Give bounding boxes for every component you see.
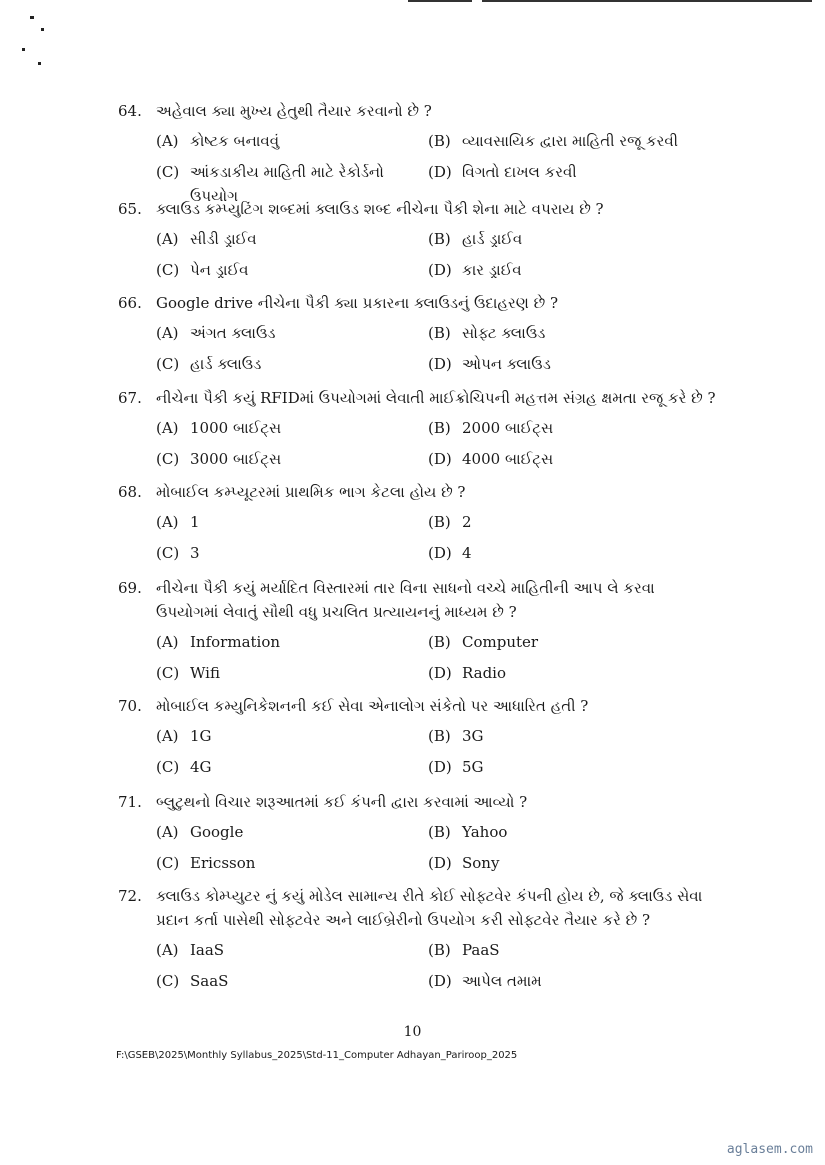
option-text: વિગતો દાખલ કરવી bbox=[462, 163, 577, 181]
question-text: બ્લુટુથનો વિચાર શરૂઆતમાં કઈ કંપની દ્વારા કરવામાં આવ્યો ? bbox=[156, 793, 528, 811]
question-text: મોબાઈલ કમ્યુનિકેશનની કઈ સેવા એનાલોગ સંકેતો પર આધારિત હતી ? bbox=[156, 697, 589, 715]
option-text: 1000 બાઈટ્સ bbox=[190, 419, 282, 437]
option-text: ઓપન ક્લાઉડ bbox=[462, 355, 551, 373]
question-text: મોબાઈલ કમ્પ્યૂટરમાં પ્રાથમિક ભાગ કેટલા હોય છે ? bbox=[156, 483, 466, 501]
option-text: 4000 બાઈટ્સ bbox=[462, 450, 554, 468]
option-text: Information bbox=[190, 633, 281, 651]
option-label: (A) bbox=[156, 823, 179, 841]
option-label: (D) bbox=[428, 261, 452, 279]
question-69 bbox=[118, 576, 718, 685]
option-label: (D) bbox=[428, 544, 452, 562]
option-c bbox=[156, 541, 428, 565]
option-a bbox=[156, 724, 428, 748]
option-c bbox=[156, 851, 428, 875]
option-b bbox=[428, 938, 688, 962]
option-c bbox=[156, 661, 428, 685]
option-d bbox=[428, 352, 688, 376]
option-a bbox=[156, 820, 428, 844]
option-a bbox=[156, 321, 428, 345]
question-65 bbox=[118, 197, 718, 282]
question-number: 66. bbox=[118, 294, 142, 312]
option-label: (D) bbox=[428, 854, 452, 872]
option-b bbox=[428, 416, 688, 440]
question-text: નીચેના પૈકી કયું મર્યાદિત વિસ્તારમાં તાર વિના સાધનો વચ્ચે માહિતીની આપ લે કરવા ઉપયોગમાં લેવાતું સૌથી વધુ પ્રચલિત પ્રત્યાયનનું માધ્યમ છે ? bbox=[156, 579, 655, 621]
option-c bbox=[156, 352, 428, 376]
option-text: આપેલ તમામ bbox=[462, 972, 542, 990]
question-66 bbox=[118, 291, 718, 376]
question-text: ક્લાઉડ કોમ્પ્યુટર નું કયું મોડેલ સામાન્ય રીતે કોઈ સોફ્ટવેર કંપની હોય છે, જે ક્લાઉડ સેવા પ્રદાન કર્તા પાસેથી સોફ્ટવેર અને લાઈબ્રેરીનો ઉપયોગ કરી સોફ્ટવેર તૈયાર કરે છે ? bbox=[156, 887, 703, 929]
options-grid bbox=[156, 630, 718, 685]
option-text: સીડી ડ્રાઈવ bbox=[190, 230, 257, 248]
option-label: (A) bbox=[156, 633, 179, 651]
option-text: 3G bbox=[462, 727, 484, 745]
option-label: (A) bbox=[156, 324, 179, 342]
option-text: હાર્ડ ડ્રાઈવ bbox=[462, 230, 523, 248]
scan-speck bbox=[30, 16, 34, 19]
option-label: (A) bbox=[156, 230, 179, 248]
option-text: કાર ડ્રાઈવ bbox=[462, 261, 522, 279]
option-label: (C) bbox=[156, 758, 180, 776]
option-d bbox=[428, 969, 688, 993]
option-text: SaaS bbox=[190, 972, 229, 990]
option-text: 4G bbox=[190, 758, 212, 776]
option-d bbox=[428, 447, 688, 471]
option-d bbox=[428, 755, 688, 779]
option-b bbox=[428, 227, 688, 251]
question-number: 69. bbox=[118, 579, 142, 597]
option-label: (B) bbox=[428, 727, 451, 745]
option-label: (C) bbox=[156, 355, 180, 373]
option-text: અંગત ક્લાઉડ bbox=[190, 324, 276, 342]
option-text: Computer bbox=[462, 633, 539, 651]
option-b bbox=[428, 724, 688, 748]
options-grid bbox=[156, 820, 718, 875]
option-c bbox=[156, 447, 428, 471]
options-grid bbox=[156, 938, 718, 993]
option-d bbox=[428, 661, 688, 685]
option-text: 1 bbox=[190, 513, 200, 531]
question-number: 64. bbox=[118, 102, 142, 120]
option-text: 3000 બાઈટ્સ bbox=[190, 450, 282, 468]
option-text: હાર્ડ ક્લાઉડ bbox=[190, 355, 262, 373]
option-text: કોષ્ટક બનાવવું bbox=[190, 132, 280, 150]
option-text: PaaS bbox=[462, 941, 500, 959]
option-label: (B) bbox=[428, 324, 451, 342]
option-label: (C) bbox=[156, 450, 180, 468]
question-64 bbox=[118, 99, 718, 208]
option-label: (B) bbox=[428, 633, 451, 651]
option-c bbox=[156, 755, 428, 779]
option-label: (C) bbox=[156, 163, 180, 181]
option-a bbox=[156, 129, 428, 153]
question-text: અહેવાલ ક્યા મુખ્ય હેતુથી તૈયાર કરવાનો છે ? bbox=[156, 102, 432, 120]
option-label: (D) bbox=[428, 972, 452, 990]
scan-speck bbox=[38, 62, 41, 65]
option-text: Sony bbox=[462, 854, 500, 872]
question-text: નીચેના પૈકી કયું RFIDમાં ઉપયોગમાં લેવાતી માઈક્રોચિપની મહત્તમ સંગ્રહ ક્ષમતા રજૂ કરે છે ? bbox=[156, 389, 716, 407]
option-d bbox=[428, 258, 688, 282]
option-b bbox=[428, 630, 688, 654]
question-text: ક્લાઉડ કમ્પ્યુટિંગ શબ્દમાં ક્લાઉડ શબ્દ નીચેના પૈકી શેના માટે વપરાય છે ? bbox=[156, 200, 604, 218]
option-label: (A) bbox=[156, 513, 179, 531]
option-a bbox=[156, 510, 428, 534]
option-label: (B) bbox=[428, 132, 451, 150]
page-number: 10 bbox=[403, 1024, 422, 1040]
option-label: (C) bbox=[156, 664, 180, 682]
question-number: 70. bbox=[118, 697, 142, 715]
question-number: 68. bbox=[118, 483, 142, 501]
option-c bbox=[156, 969, 428, 993]
option-label: (D) bbox=[428, 355, 452, 373]
question-71 bbox=[118, 790, 718, 875]
option-text: સોફ્ટ ક્લાઉડ bbox=[462, 324, 546, 342]
option-label: (B) bbox=[428, 419, 451, 437]
question-text: Google drive નીચેના પૈકી ક્યા પ્રકારના ક્લાઉડનું ઉદાહરણ છે ? bbox=[156, 294, 559, 312]
option-label: (A) bbox=[156, 419, 179, 437]
top-rule-left bbox=[408, 0, 472, 2]
option-label: (B) bbox=[428, 823, 451, 841]
option-text: 5G bbox=[462, 758, 484, 776]
option-text: આંકડાકીય માહિતી માટે રેકોર્ડનો ઉપયોગ bbox=[190, 163, 384, 205]
option-a bbox=[156, 416, 428, 440]
options-grid bbox=[156, 227, 718, 282]
option-c bbox=[156, 258, 428, 282]
option-b bbox=[428, 820, 688, 844]
option-label: (B) bbox=[428, 513, 451, 531]
question-70 bbox=[118, 694, 718, 779]
options-grid bbox=[156, 416, 718, 471]
question-67 bbox=[118, 386, 718, 471]
option-label: (D) bbox=[428, 664, 452, 682]
option-b bbox=[428, 129, 688, 153]
option-a bbox=[156, 227, 428, 251]
question-68 bbox=[118, 480, 718, 565]
option-d bbox=[428, 851, 688, 875]
question-number: 67. bbox=[118, 389, 142, 407]
option-label: (D) bbox=[428, 163, 452, 181]
footer-file-path: F:\GSEB\2025\Monthly Syllabus_2025\Std-11_Computer Adhayan_Pariroop_2025 bbox=[116, 1050, 518, 1061]
option-label: (A) bbox=[156, 132, 179, 150]
option-text: વ્યાવસાયિક દ્વારા માહિતી રજૂ કરવી bbox=[462, 132, 679, 150]
option-d bbox=[428, 541, 688, 565]
question-number: 65. bbox=[118, 200, 142, 218]
option-text: Radio bbox=[462, 664, 507, 682]
option-text: 4 bbox=[462, 544, 472, 562]
option-label: (C) bbox=[156, 854, 180, 872]
option-text: પેન ડ્રાઈવ bbox=[190, 261, 249, 279]
option-label: (B) bbox=[428, 230, 451, 248]
option-a bbox=[156, 630, 428, 654]
scan-speck bbox=[41, 28, 44, 31]
option-text: Yahoo bbox=[462, 823, 508, 841]
option-label: (D) bbox=[428, 758, 452, 776]
option-text: 1G bbox=[190, 727, 212, 745]
option-b bbox=[428, 510, 688, 534]
option-text: Ericsson bbox=[190, 854, 256, 872]
option-label: (C) bbox=[156, 972, 180, 990]
question-number: 72. bbox=[118, 887, 142, 905]
question-number: 71. bbox=[118, 793, 142, 811]
option-label: (C) bbox=[156, 261, 180, 279]
option-text: 3 bbox=[190, 544, 200, 562]
option-label: (A) bbox=[156, 727, 179, 745]
option-label: (A) bbox=[156, 941, 179, 959]
options-grid bbox=[156, 724, 718, 779]
watermark: aglasem.com bbox=[726, 1142, 813, 1157]
options-grid bbox=[156, 510, 718, 565]
option-b bbox=[428, 321, 688, 345]
option-text: Google bbox=[190, 823, 244, 841]
question-72 bbox=[118, 884, 718, 993]
option-a bbox=[156, 938, 428, 962]
option-text: 2 bbox=[462, 513, 472, 531]
top-rule-right bbox=[482, 0, 812, 2]
option-label: (C) bbox=[156, 544, 180, 562]
options-grid bbox=[156, 321, 718, 376]
option-text: IaaS bbox=[190, 941, 225, 959]
option-text: 2000 બાઈટ્સ bbox=[462, 419, 554, 437]
option-label: (B) bbox=[428, 941, 451, 959]
scan-speck bbox=[22, 48, 25, 51]
option-text: Wifi bbox=[190, 664, 220, 682]
option-label: (D) bbox=[428, 450, 452, 468]
